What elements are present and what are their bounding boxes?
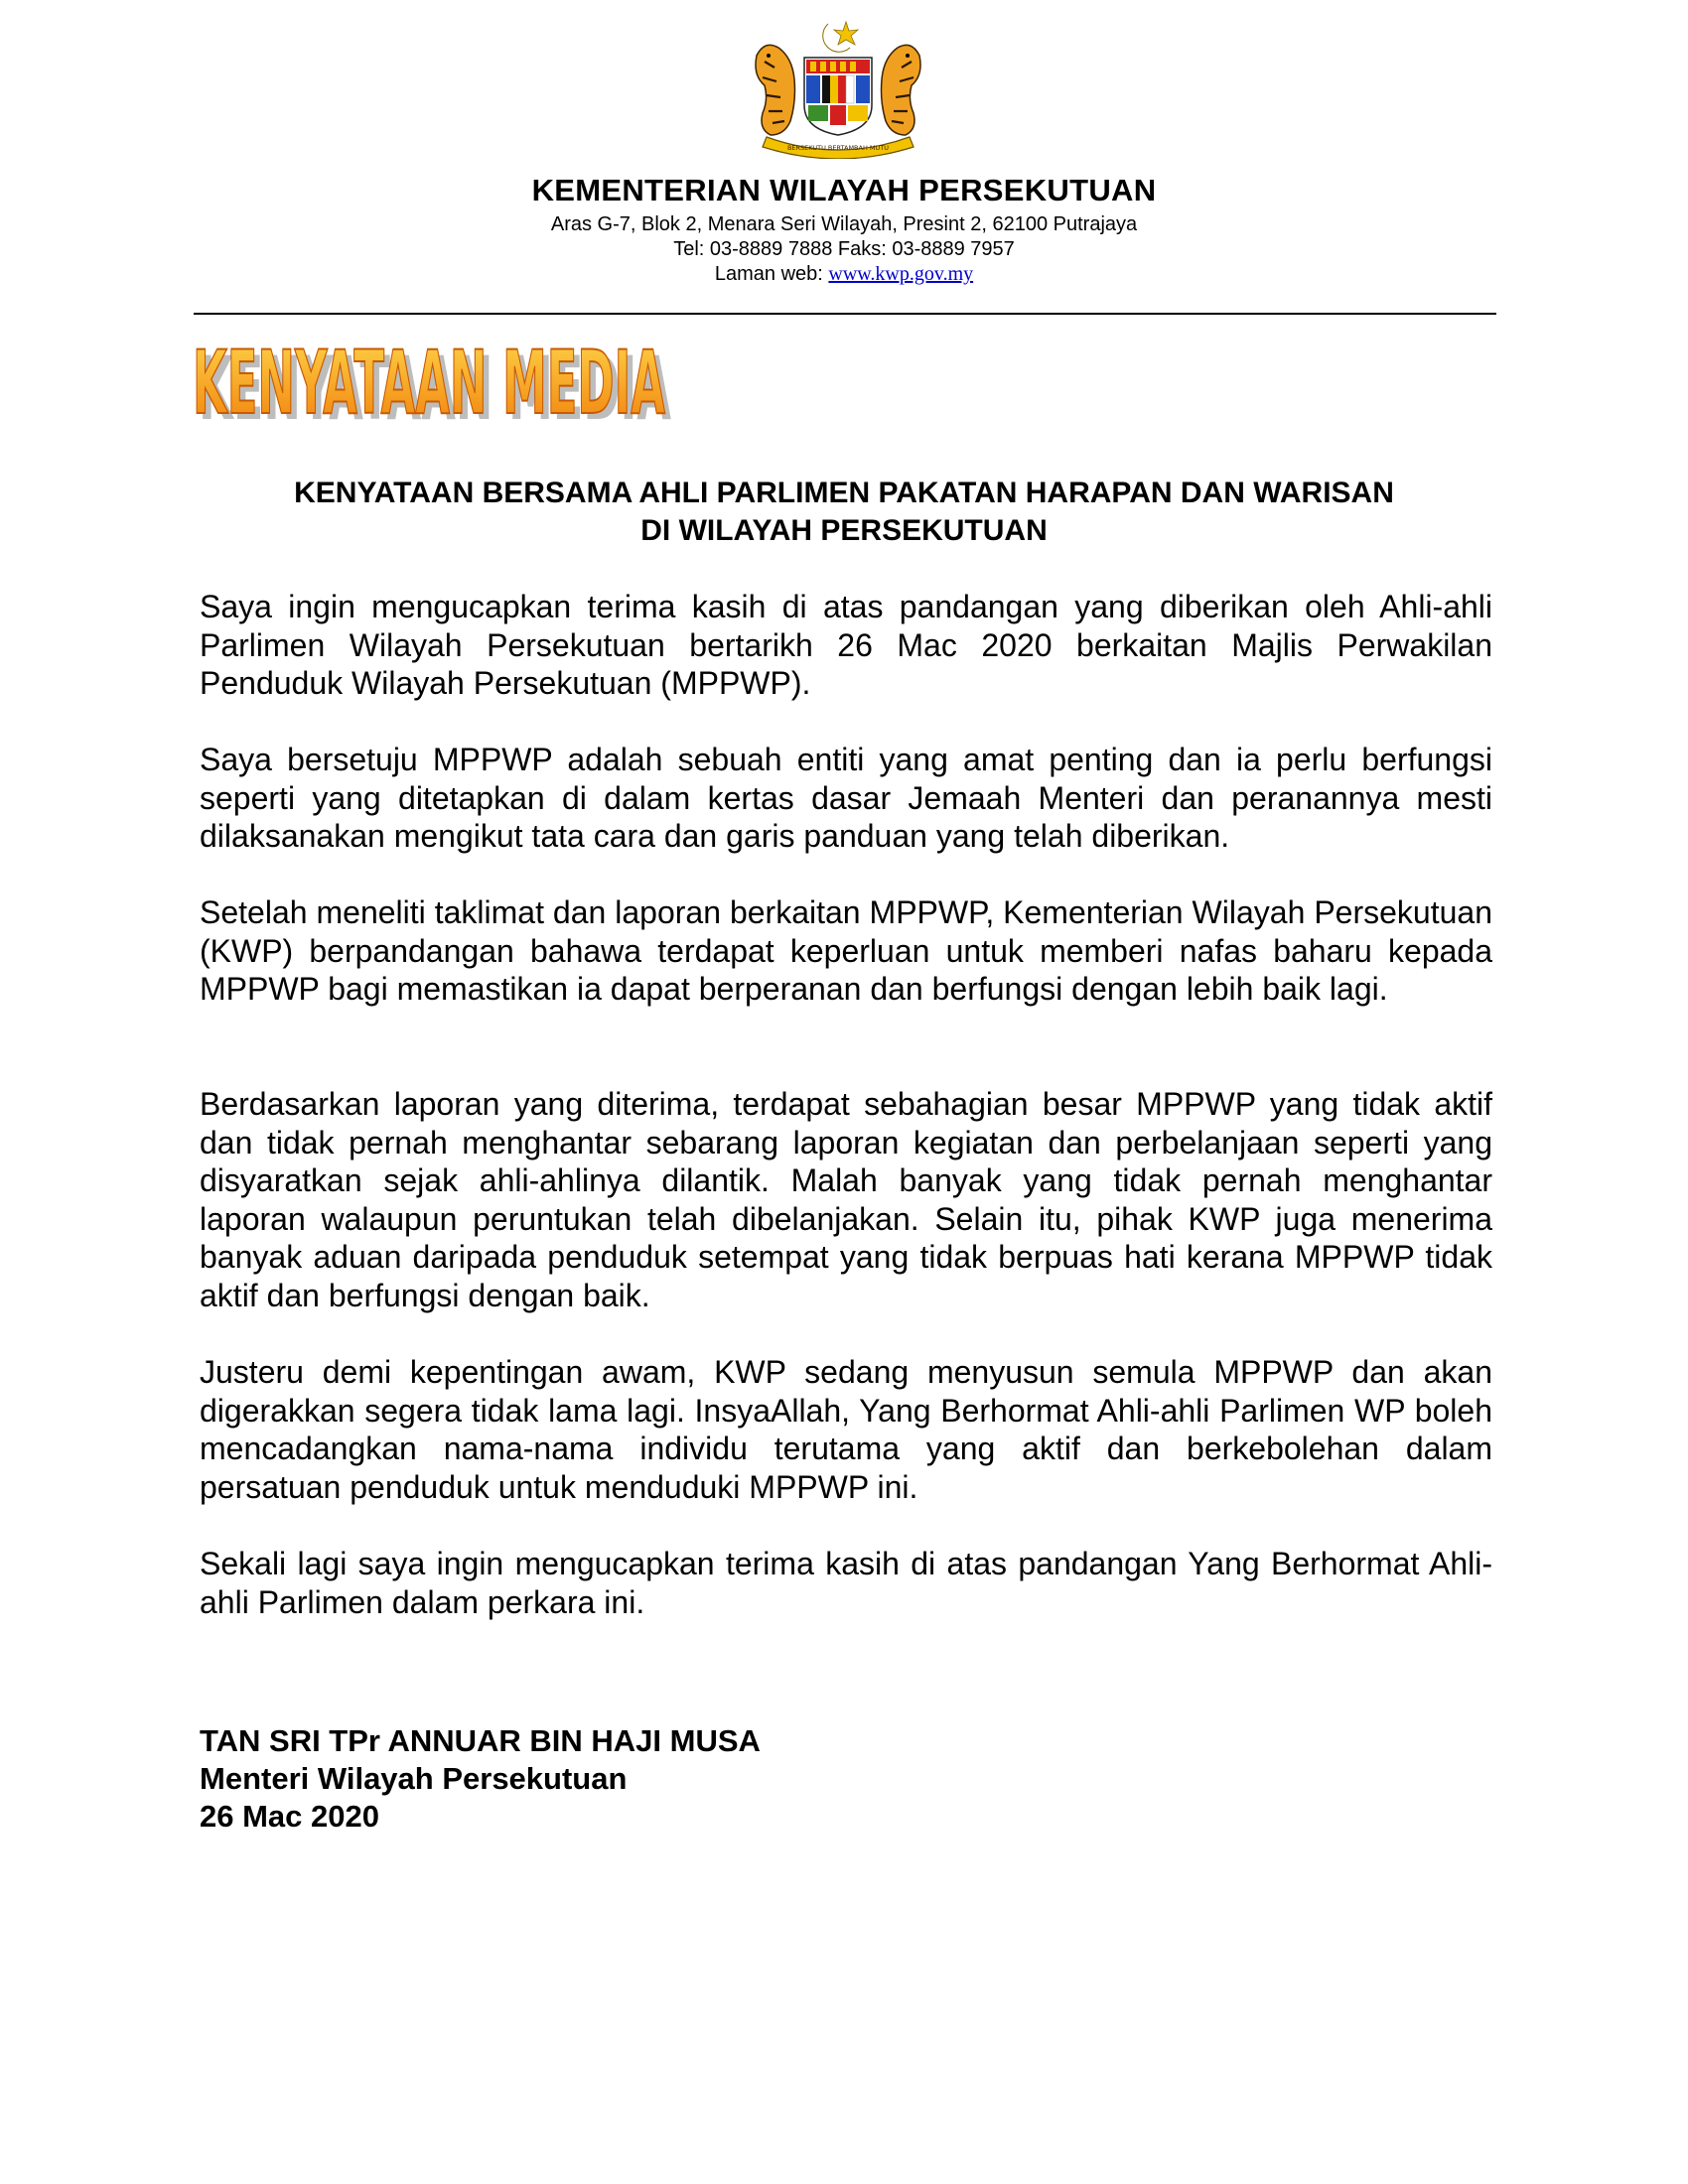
website-label: Laman web: xyxy=(714,263,829,285)
ministry-name: KEMENTERIAN WILAYAH PERSEKUTUAN xyxy=(531,173,1157,207)
body-paragraph: Saya bersetuju MPPWP adalah sebuah entiti yang amat penting dan ia perlu berfungsi seperti yang ditetapkan di dalam kertas dasar Jemaah Menteri dan peranannya mesti dilaksanakan mengikut tata cara dan garis panduan yang telah diberikan. xyxy=(200,742,1492,854)
body-paragraph: Berdasarkan laporan yang diterima, terdapat sebahagian besar MPPWP yang tidak aktif dan tidak pernah menghantar sebarang laporan kegiatan dan perbelanjaan seperti yang disyaratkan sejak ahli-ahlinya dilantik. Malah banyak yang tidak pernah menghantar laporan walaupun peruntukan telah dibelanjakan. Selain itu, pihak KWP juga menerima banyak aduan daripada penduduk setempat yang tidak berpuas hati kerana MPPWP tidak aktif dan berfungsi dengan baik. xyxy=(200,1086,1492,1313)
statement-title-line-1: KENYATAAN BERSAMA AHLI PARLIMEN PAKATAN HARAPAN DAN WARISAN xyxy=(294,477,1394,509)
motto-scroll xyxy=(763,137,914,159)
body-paragraph: Sekali lagi saya ingin mengucapkan terima kasih di atas pandangan Yang Berhormat Ahli-ahli Parlimen dalam perkara ini. xyxy=(200,1546,1492,1620)
right-tiger-icon xyxy=(882,45,921,135)
left-tiger-icon xyxy=(756,45,795,135)
shield-icon xyxy=(804,58,872,135)
coat-of-arms-logo xyxy=(747,18,929,159)
banner-text: KENYATAAN MEDIA xyxy=(193,332,665,434)
body-paragraph: Justeru demi kepentingan awam, KWP sedang menyusun semula MPPWP dan akan digerakkan segera tidak lama lagi. InsyaAllah, Yang Berhormat Ahli-ahli Parlimen WP boleh mencadangkan nama-nama individu terutama yang aktif dan berkebolehan dalam persatuan penduduk untuk menduduki MPPWP ini. xyxy=(200,1354,1492,1505)
signatory-name: TAN SRI TPr ANNUAR BIN HAJI MUSA xyxy=(200,1723,761,1758)
statement-date: 26 Mac 2020 xyxy=(200,1799,379,1834)
website-link[interactable]: www.kwp.gov.my xyxy=(828,263,974,285)
ministry-address: Aras G-7, Blok 2, Menara Seri Wilayah, Presint 2, 62100 Putrajaya xyxy=(550,213,1138,235)
header-divider xyxy=(194,313,1496,315)
signatory-position: Menteri Wilayah Persekutuan xyxy=(200,1761,628,1796)
ministry-website-line xyxy=(0,262,1688,286)
banner-text-shadow: KENYATAAN MEDIA xyxy=(199,338,671,437)
crescent-star-icon xyxy=(823,22,858,52)
body-paragraph: Saya ingin mengucapkan terima kasih di atas pandangan yang diberikan oleh Ahli-ahli Parlimen Wilayah Persekutuan bertarikh 26 Mac 2020 berkaitan Majlis Perwakilan Penduduk Wilayah Persekutuan (MPPWP). xyxy=(200,589,1492,701)
ministry-contact: Tel: 03-8889 7888 Faks: 03-8889 7957 xyxy=(673,238,1015,260)
body-paragraph: Setelah meneliti taklimat dan laporan berkaitan MPPWP, Kementerian Wilayah Persekutuan (KWP) berpandangan bahawa terdapat keperluan untuk memberi nafas baharu kepada MPPWP bagi memastikan ia dapat berperanan dan berfungsi dengan lebih baik lagi. xyxy=(200,894,1492,1007)
media-statement-banner xyxy=(191,328,707,437)
statement-title-line-2: DI WILAYAH PERSEKUTUAN xyxy=(640,514,1048,547)
crest-motto: BERSEKUTU BERTAMBAH MUTU xyxy=(786,144,890,152)
